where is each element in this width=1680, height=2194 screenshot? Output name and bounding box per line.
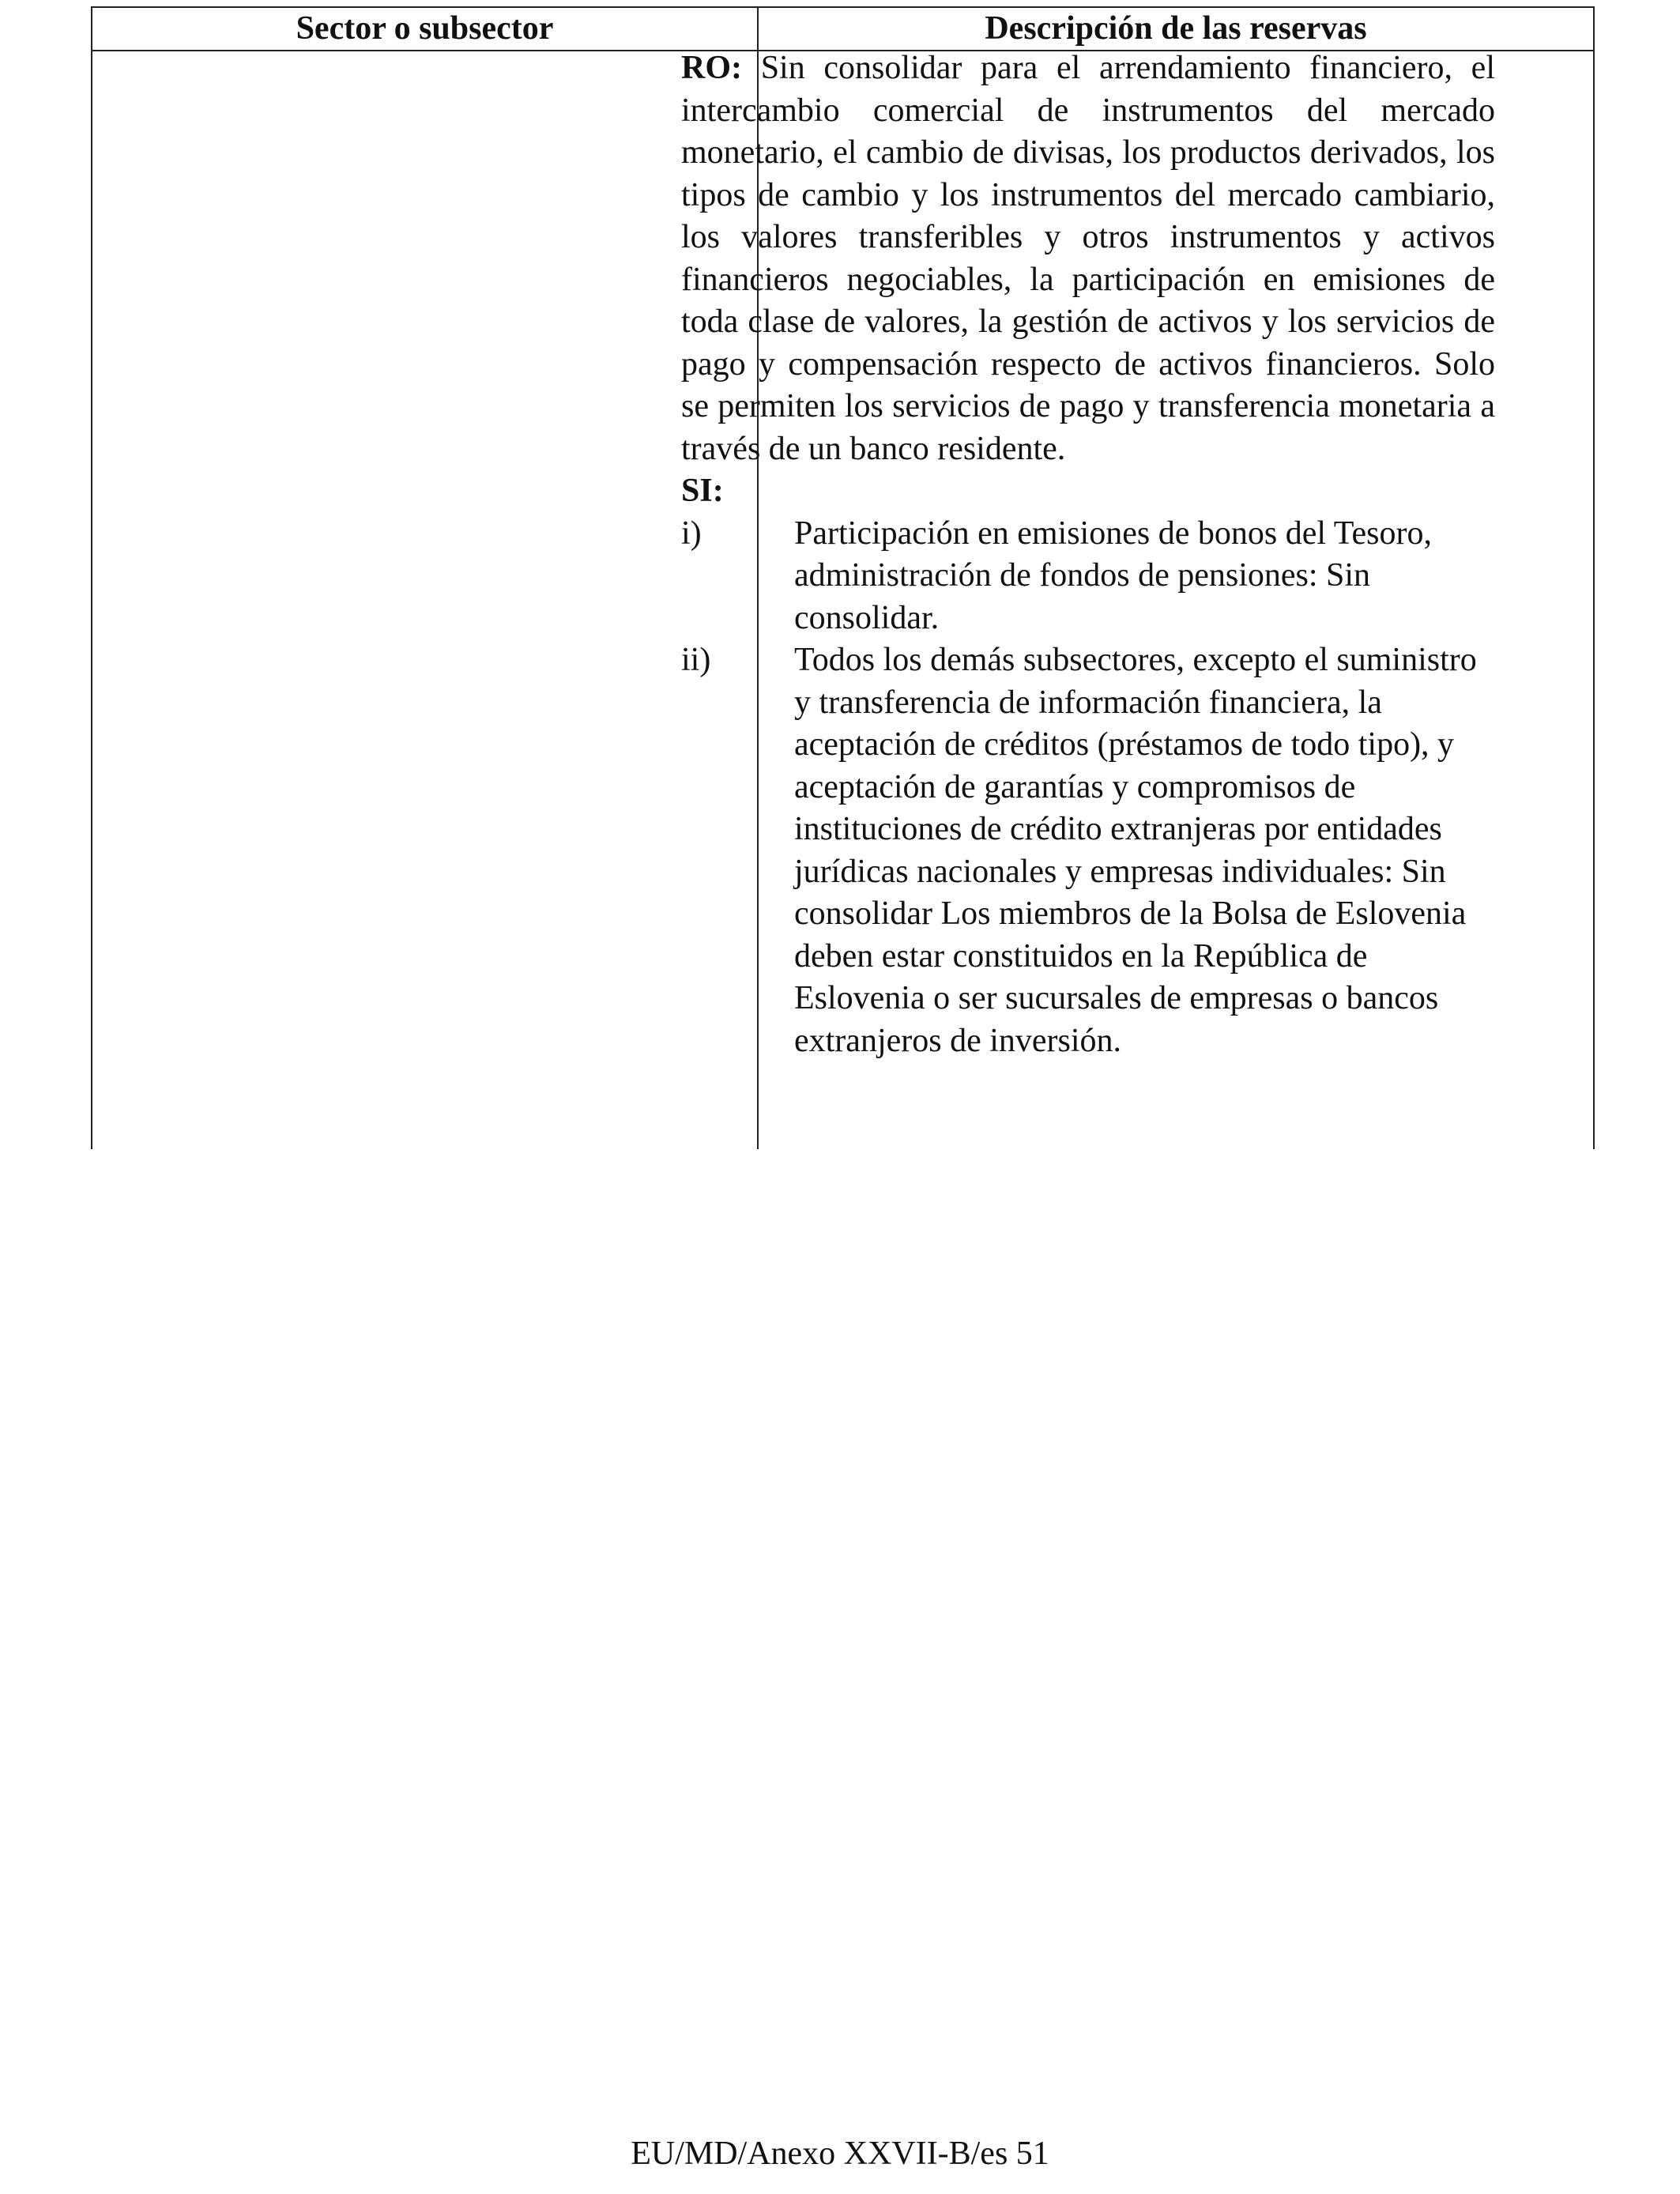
- list-item-text: Participación en emisiones de bonos del Tesoro, administración de fondos de pensiones: Sin consolidar.: [794, 515, 1432, 636]
- description-cell: [681, 47, 1495, 1062]
- si-label: SI:: [681, 473, 724, 509]
- table-right-border: [1593, 6, 1595, 1149]
- ro-label: RO:: [681, 50, 742, 86]
- header-sector: Sector o subsector: [296, 10, 554, 47]
- list-item-text: Todos los demás subsectores, excepto el suministro y transferencia de información financiera, la aceptación de créditos (préstamos de todo tipo), y aceptación de garantías y compromisos de instituciones de crédito extranjeras por entidades jurídicas nacionales y empresas individuales: Sin consolidar Los miembros de la Bolsa de Eslovenia deben estar constituidos en la República de Eslovenia o ser sucursales de empresas o bancos extranjeros de inversión.: [794, 642, 1477, 1059]
- table-left-border: [91, 6, 92, 1149]
- list-item: [681, 639, 1495, 1062]
- ro-paragraph: [681, 47, 1495, 470]
- list-item-number: ii): [681, 642, 711, 678]
- list-item-number: i): [681, 515, 702, 552]
- list-item: [681, 513, 1495, 640]
- ro-text: Sin consolidar para el arrendamiento financiero, el intercambio comercial de instrumentos del mercado monetario, el cambio de divisas, los productos derivados, los tipos de cambio y los instrumentos del mercado cambiario, los valores transferibles y otros instrumentos y activos financieros negociables, la participación en emisiones de toda clase de valores, la gestión de activos y los servicios de pago y compensación respecto de activos financieros. Solo se permiten los servicios de pago y transferencia monetaria a través de un banco residente.: [681, 50, 1495, 467]
- page-footer: EU/MD/Anexo XXVII-B/es 51: [631, 2136, 1049, 2172]
- header-description: Descripción de las reservas: [985, 10, 1367, 47]
